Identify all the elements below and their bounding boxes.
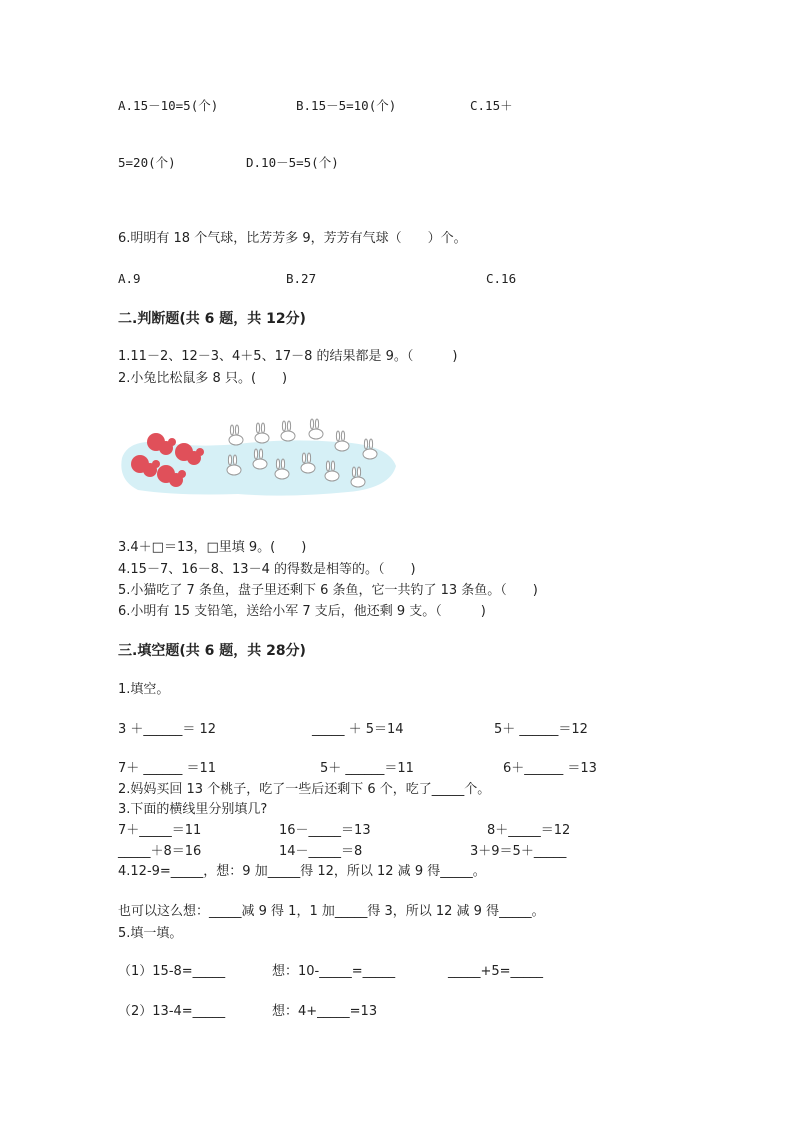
q5-option-b: B.15－5=10(个): [296, 98, 397, 113]
fill-row2-col1: 7＋ ______ ＝11: [118, 761, 217, 776]
rabbit-icon: [335, 431, 349, 451]
q5-option-c-part2: 5=20(个): [118, 155, 176, 170]
rabbit-icon: [229, 425, 243, 445]
rabbit-icon: [281, 421, 295, 441]
fill-q3-label: 3.下面的横线里分别填几?: [118, 802, 268, 817]
fill-row1-col1: 3 ＋______＝ 12: [118, 722, 217, 737]
fill-row4-col1: _____＋8＝16: [118, 844, 202, 859]
rabbit-icon: [309, 419, 323, 439]
judge-item-4: 4.15－7、16－8、13－4 的得数是相等的。（ ): [118, 562, 416, 577]
fill-row2-col2: 5＋ ______＝11: [320, 761, 414, 776]
fill-q5-label: 5.填一填。: [118, 926, 183, 941]
judge-item-6: 6.小明有 15 支铅笔，送给小军 7 支后，他还剩 9 支。（ ): [118, 604, 486, 619]
q6-text: 6.明明有 18 个气球，比芳芳多 9，芳芳有气球（ ）个。: [118, 231, 467, 246]
fill-row6-col2: 想：4+_____=13: [272, 1004, 378, 1019]
fill-row1-col2: _____ ＋ 5＝14: [312, 722, 404, 737]
squirrels-and-rabbits-picture: [118, 418, 398, 500]
fill-row3-col2: 16－_____＝13: [279, 823, 371, 838]
fill-row4-col3: 3＋9＝5＋_____: [470, 844, 567, 859]
fill-row5-col3: _____+5=_____: [448, 964, 544, 979]
judge-item-2: 2.小兔比松鼠多 8 只。( ): [118, 371, 288, 386]
q6-option-a: A.9: [118, 271, 141, 286]
judge-item-3: 3.4＋□＝13，□里填 9。( ): [118, 540, 307, 555]
section2-heading: 二.判断题(共 6 题，共 12分): [118, 311, 306, 327]
fill-row5-col1: （1）15-8=_____: [118, 964, 226, 979]
fill-row2-col3: 6＋______ ＝13: [503, 761, 597, 776]
judge-item-1: 1.11－2、12－3、4＋5、17－8 的结果都是 9。（ ): [118, 349, 458, 364]
q5-option-a: A.15－10=5(个): [118, 98, 219, 113]
fill-row3-col3: 8＋_____＝12: [487, 823, 571, 838]
q6-option-c: C.16: [486, 271, 517, 286]
q6-option-b: B.27: [286, 271, 317, 286]
q5-option-d: D.10－5=5(个): [246, 155, 339, 170]
fill-row6-col1: （2）13-4=_____: [118, 1004, 226, 1019]
fill-row1-col3: 5＋ ______＝12: [494, 722, 588, 737]
fill-row4-col2: 14－_____＝8: [279, 844, 363, 859]
q5-option-c-part1: C.15＋: [470, 98, 513, 113]
fill-q1-label: 1.填空。: [118, 682, 170, 697]
fill-row5-col2: 想：10-_____=_____: [272, 964, 396, 979]
judge-item-5: 5.小猫吃了 7 条鱼，盘子里还剩下 6 条鱼，它一共钓了 13 条鱼。（ ): [118, 583, 538, 598]
section3-heading: 三.填空题(共 6 题，共 28分): [118, 643, 306, 659]
rabbit-icon: [255, 423, 269, 443]
fill-q4-line1: 4.12-9=_____，想：9 加_____得 12，所以 12 减 9 得_____。: [118, 864, 486, 879]
fill-q2: 2.妈妈买回 13 个桃子，吃了一些后还剩下 6 个，吃了_____个。: [118, 782, 491, 797]
fill-q4-line2: 也可以这么想：_____减 9 得 1，1 加_____得 3，所以 12 减 9 得_____。: [118, 904, 545, 919]
fill-row3-col1: 7＋_____＝11: [118, 823, 202, 838]
